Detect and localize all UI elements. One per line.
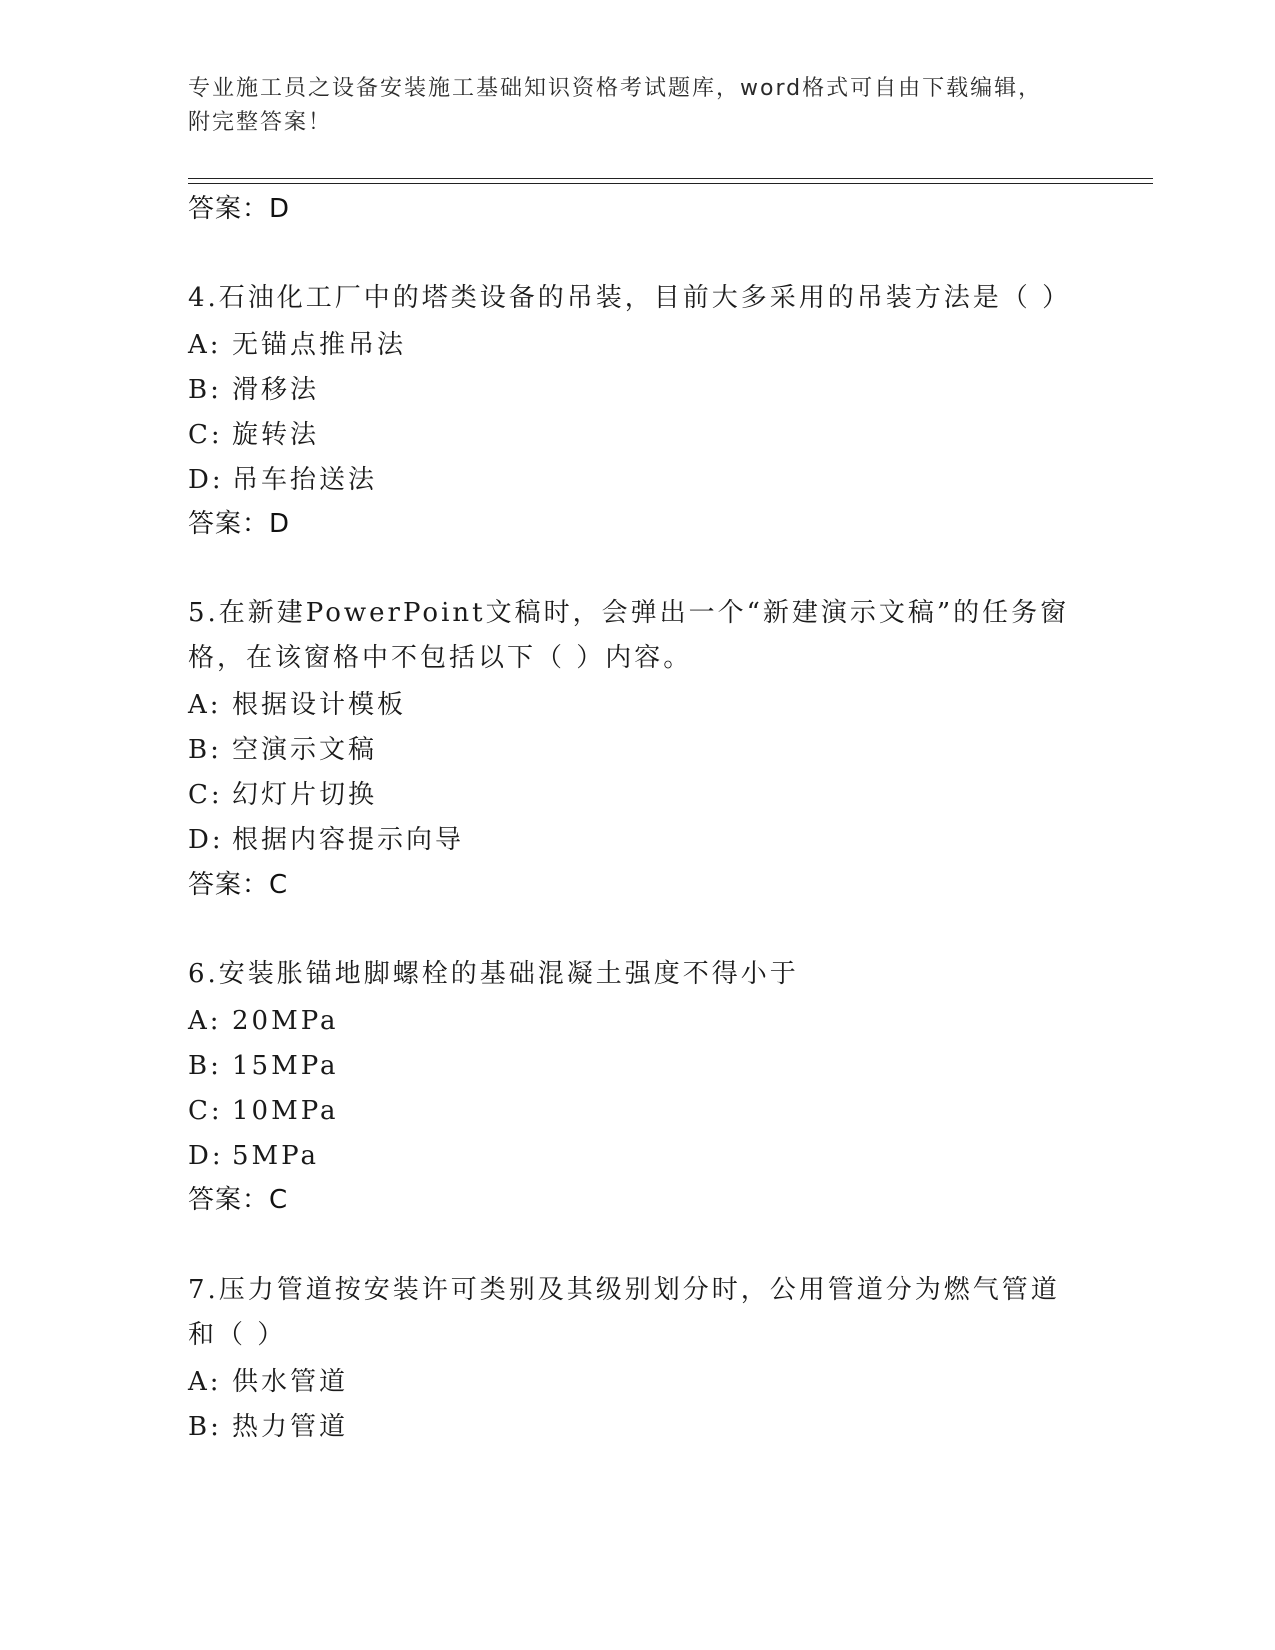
question-5 [188,591,1088,681]
option-text: 根据设计模板 [232,690,407,720]
option-key: A: [188,330,222,360]
header-divider-secondary [188,183,1153,184]
option-text: 5MPa [232,1141,319,1171]
question-text-continued: 格，在该窗格中不包括以下（ ）内容。 [188,643,693,673]
option-key: D: [188,465,224,495]
question-4 [188,276,1088,321]
option-d [188,463,377,497]
option-key: A: [188,690,222,720]
question-text: 6.安装胀锚地脚螺栓的基础混凝土强度不得小于 [188,959,799,989]
option-key: B: [188,1051,222,1081]
option-text: 滑移法 [232,375,320,405]
question-6 [188,952,1088,997]
option-text: 根据内容提示向导 [232,825,465,855]
option-text: 无锚点推吊法 [232,330,407,360]
option-b [188,1410,348,1444]
option-key: D: [188,1141,224,1171]
answer-5: 答案：C [188,870,289,900]
option-b [188,373,319,407]
header-line-2: 附完整答案！ [188,110,333,135]
option-text: 15MPa [232,1051,339,1081]
option-a [188,328,406,362]
previous-answer: 答案：D [188,194,291,224]
option-text: 供水管道 [232,1367,349,1397]
option-a [188,1004,339,1038]
option-text: 旋转法 [232,420,320,450]
option-key: C: [188,780,223,810]
document-header [188,72,1068,140]
option-key: A: [188,1367,222,1397]
header-divider [188,178,1153,179]
option-key: D: [188,825,224,855]
option-text: 吊车抬送法 [232,465,378,495]
question-text: 4.石油化工厂中的塔类设备的吊装，目前大多采用的吊装方法是（ ） [188,283,1072,313]
option-key: B: [188,375,222,405]
option-key: C: [188,420,223,450]
option-b [188,733,377,767]
option-c [188,1094,339,1128]
option-text: 幻灯片切换 [232,780,378,810]
question-text: 5.在新建PowerPoint文稿时，会弹出一个“新建演示文稿”的任务窗 [188,598,1070,628]
option-key: A: [188,1006,222,1036]
option-text: 热力管道 [232,1412,349,1442]
option-key: B: [188,735,222,765]
question-text: 7.压力管道按安装许可类别及其级别划分时，公用管道分为燃气管道 [188,1275,1060,1305]
option-c [188,418,319,452]
option-text: 20MPa [232,1006,339,1036]
header-line-1: 专业施工员之设备安装施工基础知识资格考试题库，word格式可自由下载编辑， [188,76,1043,101]
option-key: C: [188,1096,223,1126]
option-key: B: [188,1412,222,1442]
option-b [188,1049,339,1083]
option-text: 空演示文稿 [232,735,378,765]
option-d [188,823,464,857]
option-c [188,778,377,812]
option-a [188,688,406,722]
answer-4: 答案：D [188,509,291,539]
option-d [188,1139,319,1173]
option-a [188,1365,348,1399]
option-text: 10MPa [232,1096,339,1126]
question-7 [188,1268,1088,1358]
question-text-continued: 和（ ） [188,1320,287,1350]
answer-6: 答案：C [188,1185,289,1215]
